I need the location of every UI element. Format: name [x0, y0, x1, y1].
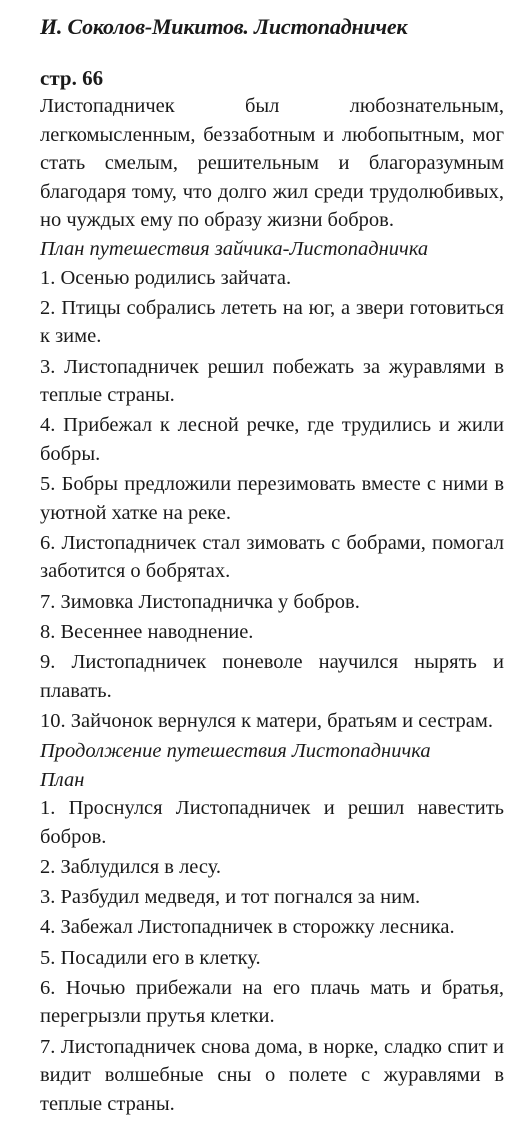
list-item [40, 294, 504, 351]
item-text: Листопадничек решил побежать за журавлями в теплые страны. [40, 355, 504, 407]
item-number: 4. [40, 414, 56, 437]
item-text: Прибежал к лесной речке, где трудились и жили бобры. [40, 414, 504, 465]
item-text: Забежал Листопадничек в сторожку лесника. [60, 916, 455, 939]
list-item [40, 588, 504, 617]
document-header: И. Соколов-Микитов. Листопадничек [40, 14, 408, 39]
item-number: 9. [40, 651, 56, 674]
item-number: 8. [40, 620, 56, 643]
list-item [40, 618, 504, 647]
item-number: 4. [40, 916, 56, 939]
item-text: Зимовка Листопадничка у бобров. [60, 590, 360, 613]
list-item [40, 913, 504, 942]
item-number: 7. [40, 1035, 56, 1058]
item-text: Проснулся Листопадничек и решил навестить бобров. [40, 797, 505, 848]
plan2-subtitle: План [40, 768, 85, 791]
item-text: Разбудил медведя, и тот погнался за ним. [60, 886, 421, 909]
plan1-title: План путешествия зайчика-Листопадничка [40, 237, 429, 260]
item-text: Листопадничек стал зимовать с бобрами, помогал заботится о бобрятах. [40, 531, 504, 583]
list-item [40, 529, 504, 586]
list-item [40, 264, 504, 293]
list-item [40, 944, 504, 973]
item-number: 7. [40, 590, 56, 613]
item-number: 3. [40, 355, 56, 378]
list-item [40, 648, 504, 705]
list-item [40, 974, 504, 1031]
list-item [40, 707, 504, 736]
list-item [40, 853, 504, 882]
page-reference: стр. 66 [40, 66, 104, 90]
list-item [40, 794, 504, 851]
list-item [40, 1033, 504, 1119]
item-text: Заблудился в лесу. [60, 855, 222, 878]
item-number: 10. [40, 709, 66, 732]
item-text: Листопадничек поневоле научился нырять и плавать. [40, 651, 504, 702]
list-item [40, 353, 504, 410]
item-text: Листопадничек снова дома, в норке, сладко спит и видит волшебные сны о полете с журавлями в теплые страны. [40, 1035, 505, 1115]
plan2-title: Продолжение путешествия Листопадничка [40, 740, 431, 762]
intro-paragraph: Листопадничек был любознательным, легкомысленным, беззаботным и любопытным, мог стать смелым, решительным и благоразумным благодаря тому, что долго жил среди трудолюбивых, но чуждых ему по образу жизни бобров. [40, 95, 504, 232]
item-number: 1. [40, 797, 56, 820]
list-item [40, 470, 504, 527]
item-text: Ночью прибежали на его плачь мать и братья, перегрызли прутья клетки. [40, 976, 505, 1028]
item-number: 2. [40, 296, 56, 319]
item-number: 6. [40, 976, 56, 999]
item-number: 6. [40, 531, 56, 554]
item-number: 3. [40, 886, 56, 909]
plan1-list [40, 264, 504, 736]
item-number: 1. [40, 266, 56, 289]
item-text: Птицы собрались лететь на юг, а звери готовиться к зиме. [40, 296, 504, 348]
item-number: 5. [40, 473, 56, 496]
list-item [40, 411, 504, 468]
plan2-list [40, 794, 504, 1118]
item-number: 2. [40, 855, 56, 878]
item-text: Бобры предложили перезимовать вместе с ними в уютной хатке на реке. [40, 473, 504, 524]
item-text: Зайчонок вернулся к матери, братьям и сестрам. [70, 709, 493, 732]
item-text: Посадили его в клетку. [60, 946, 261, 969]
item-text: Весеннее наводнение. [60, 620, 254, 643]
item-number: 5. [40, 946, 56, 969]
item-text: Осенью родились зайчата. [60, 266, 292, 289]
list-item [40, 883, 504, 912]
